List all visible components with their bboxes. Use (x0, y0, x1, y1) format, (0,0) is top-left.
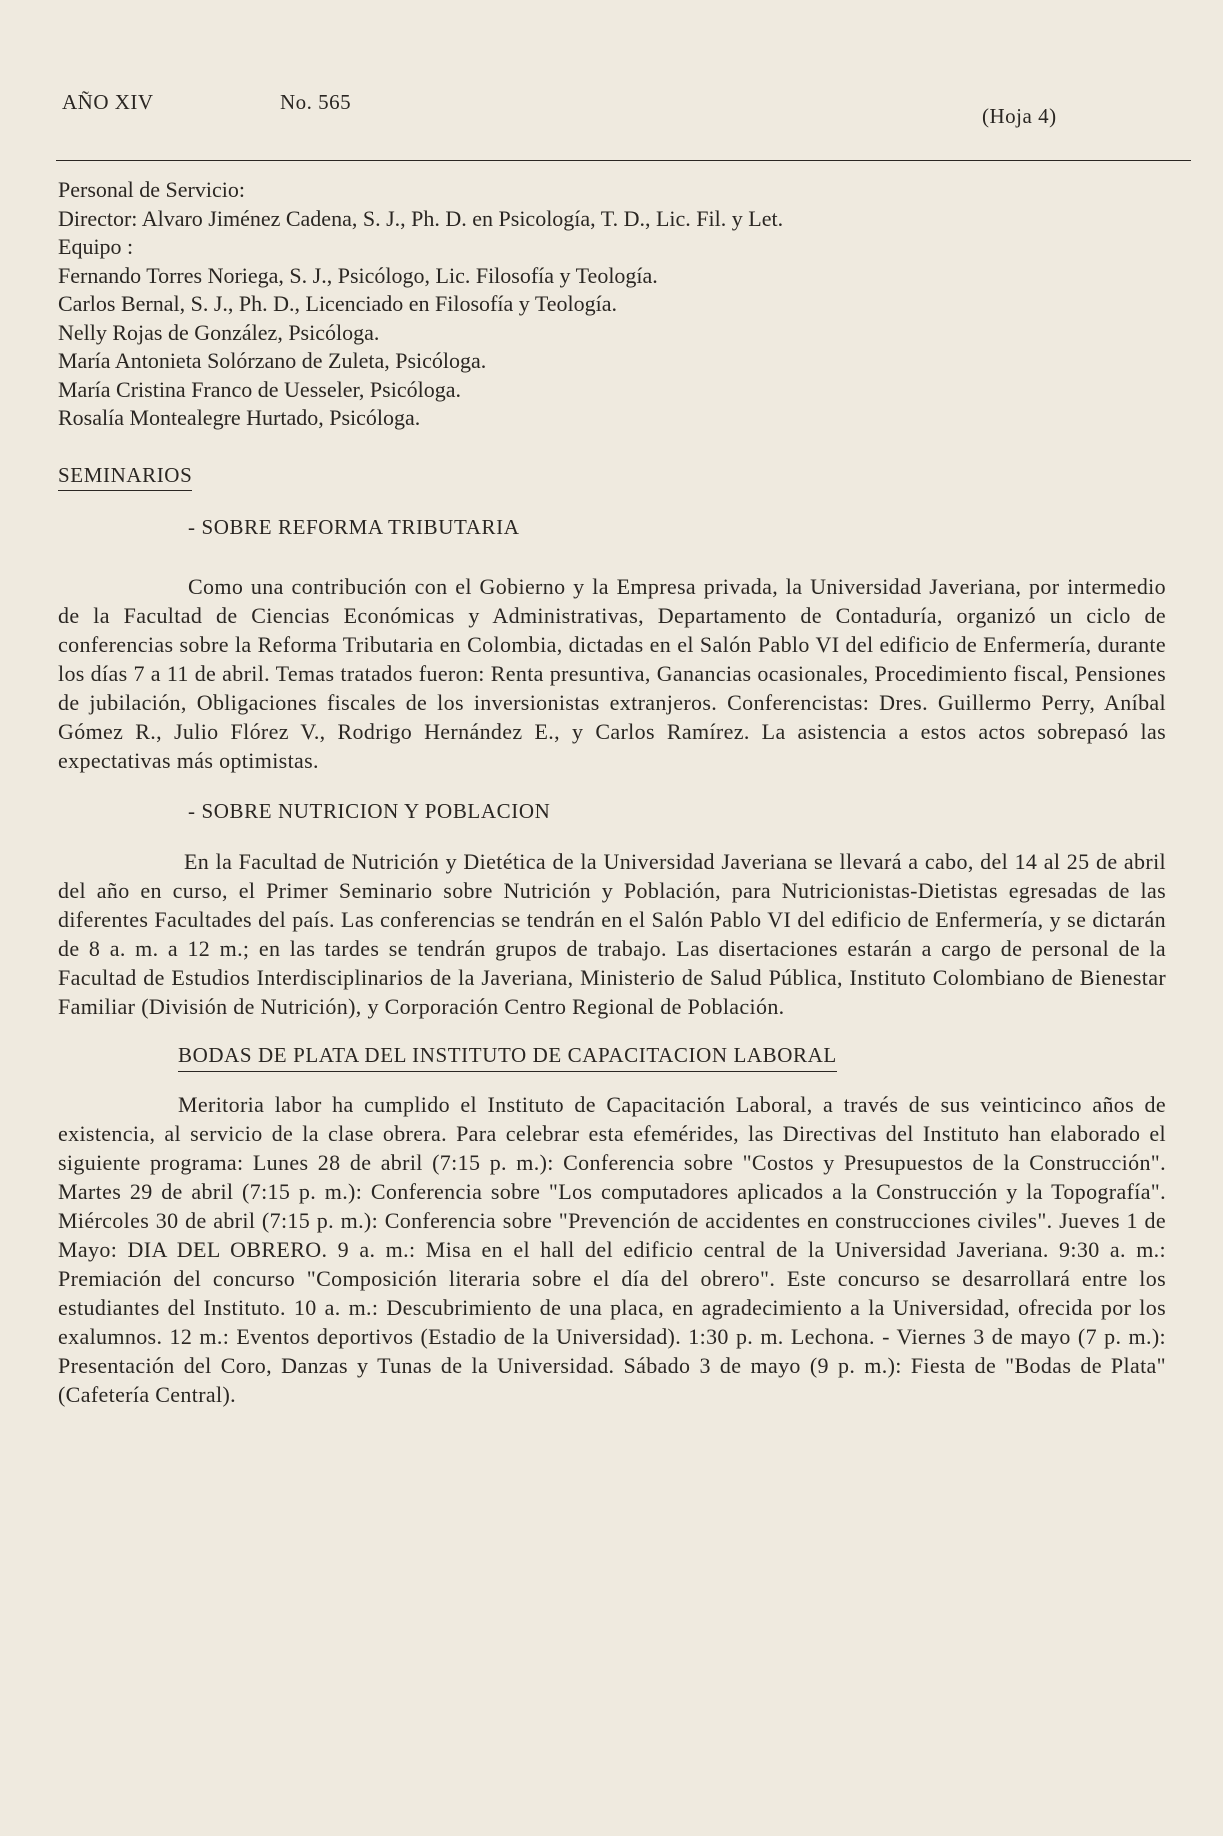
staff-member: Fernando Torres Noriega, S. J., Psicólogo, Lic. Filosofía y Teología. (58, 262, 658, 288)
staff-member: Carlos Bernal, S. J., Ph. D., Licenciado en Filosofía y Teología. (58, 291, 617, 316)
staff-section (58, 176, 1166, 433)
reforma-paragraph: Como una contribución con el Gobierno y la Empresa privada, la Universidad Javeriana, por intermedio de la Facultad de Ciencias Económicas y Administrativas, Departamento de Contaduría, organizó un ciclo de conferencias sobre la Reforma Tributaria en Colombia, dictadas en el Salón Pablo VI del edificio de Enfermería, durante los días 7 a 11 de abril. Temas tratados fueron: Renta presuntiva, Ganancias ocasionales, Procedimiento fiscal, Pensiones de jubilación, Obligaciones fiscales de los inversionistas extranjeros. Conferencistas: Dres. Guillermo Perry, Aníbal Gómez R., Julio Flórez V., Rodrigo Hernández E., y Carlos Ramírez. La asistencia a estos actos sobrepasó las expectativas más optimistas. (58, 573, 1166, 773)
nutricion-heading: - SOBRE NUTRICION Y POBLACION (188, 798, 551, 823)
header-year: AÑO XIV (62, 90, 154, 114)
header-number: No. 565 (280, 90, 352, 114)
page-content (58, 176, 1166, 1409)
page-header (62, 90, 1182, 126)
staff-member: Nelly Rojas de González, Psicóloga. (58, 319, 380, 345)
reforma-heading: - SOBRE REFORMA TRIBUTARIA (188, 515, 520, 539)
staff-team-label: Equipo : (58, 234, 134, 259)
header-rule (56, 160, 1191, 161)
staff-member: Rosalía Montealegre Hurtado, Psicóloga. (58, 405, 421, 430)
header-sheet: (Hoja 4) (982, 104, 1057, 128)
staff-director: Director: Alvaro Jiménez Cadena, S. J., Ph. D. en Psicología, T. D., Lic. Fil. y Let. (58, 205, 784, 231)
seminarios-heading: SEMINARIOS (58, 461, 192, 492)
nutricion-paragraph: En la Facultad de Nutrición y Dietética de la Universidad Javeriana se llevará a cabo, del 14 al 25 de abril del año en curso, el Primer Seminario sobre Nutrición y Población, para Nutricionistas-Dietistas egresadas de las diferentes Facultades del país. Las conferencias se tendrán en el Salón Pablo VI del edificio de Enfermería, y se dictarán de 8 a. m. a 12 m.; en las tardes se tendrán grupos de trabajo. Las disertaciones estarán a cargo de personal de la Facultad de Estudios Interdisciplinarios de la Javeriana, Ministerio de Salud Pública, Instituto Colombiano de Bienestar Familiar (División de Nutrición), y Corporación Centro Regional de Población. (58, 849, 1166, 1019)
staff-member: María Antonieta Solórzano de Zuleta, Psicóloga. (58, 348, 487, 373)
bodas-paragraph: Meritoria labor ha cumplido el Instituto de Capacitación Laboral, a través de sus veinticinco años de existencia, al servicio de la clase obrera. Para celebrar esta efemérides, las Directivas del Instituto han elaborado el siguiente programa: Lunes 28 de abril (7:15 p. m.): Conferencia sobre "Costos y Presupuestos de la Construcción". Martes 29 de abril (7:15 p. m.): Conferencia sobre "Los computadores aplicados a la Construcción y la Topografía". Miércoles 30 de abril (7:15 p. m.): Conferencia sobre "Prevención de accidentes en construcciones civiles". Jueves 1 de Mayo: DIA DEL OBRERO. 9 a. m.: Misa en el hall del edificio central de la Universidad Javeriana. 9:30 a. m.: Premiación del concurso "Composición literaria sobre el día del obrero". Este concurso se desarrollará entre los estudiantes del Instituto. 10 a. m.: Descubrimiento de una placa, en agradecimiento a la Universidad, ofrecida por los exalumnos. 12 m.: Eventos deportivos (Estadio de la Universidad). 1:30 p. m. Lechona. - Viernes 3 de mayo (7 p. m.): Presentación del Coro, Danzas y Tunas de la Universidad. Sábado 3 de mayo (9 p. m.): Fiesta de "Bodas de Plata" (Cafetería Central). (58, 1091, 1166, 1407)
staff-title: Personal de Servicio: (58, 177, 245, 202)
bodas-heading: BODAS DE PLATA DEL INSTITUTO DE CAPACITACION LABORAL (178, 1041, 837, 1072)
staff-member: María Cristina Franco de Uesseler, Psicóloga. (58, 376, 461, 402)
